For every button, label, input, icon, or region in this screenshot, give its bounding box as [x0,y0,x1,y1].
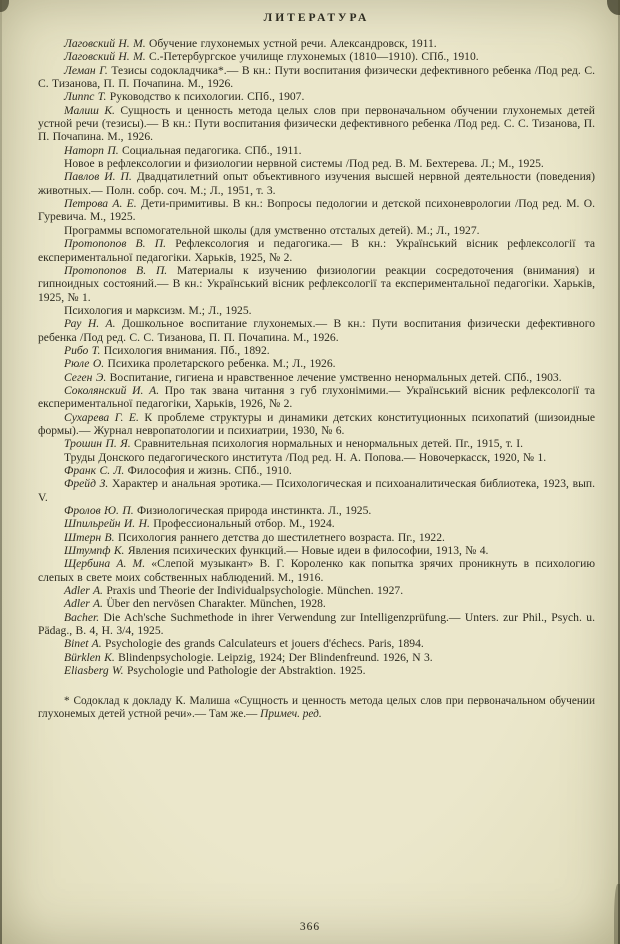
entry-author: Фрейд З. [64,477,109,491]
footnote [38,695,595,721]
entry-author: Липпс Т. [64,90,107,104]
bibliography-entry: Фролов Ю. П. Физиологическая природа инстинкта. Л., 1925. [64,504,372,518]
bibliography-entry: Bacher. Die Ach'sche Suchmethode in ihrer Verwendung zur Intelligenzprüfung.— Unters. zur Phil., Psych. u. Pädag., B. 4, H. 3/4, 1925. [38,610,595,638]
bibliography-entry: Программы вспомогательной школы (для умственно отсталых детей). М.; Л., 1927. [64,223,480,237]
footnote-note-label: Примеч. ред. [260,707,322,720]
bibliography-entry: Протопопов В. П. Материалы к изучению физиологии реакции сосредоточения (внимания) и гипноидных состояний.— В кн.: Український вісник рефлексології та експериментальної педагогіки. Харьків, 1925, № 1. [38,263,595,304]
bibliography-entry: Протопопов В. П. Рефлексология и педагогика.— В кн.: Український вісник рефлексології та експериментальної педагогіки. Харьків, 1925, № 2. [38,237,595,264]
entry-author: Петрова А. Е. [64,197,137,211]
entry-author: Binet A. [64,637,102,651]
bibliography-entry: Рюле О. Психика пролетарского ребенка. М.; Л., 1926. [64,357,336,371]
bibliography-entry: Франк С. Л. Философия и жизнь. СПб., 1910. [64,464,292,477]
bibliography-entry: Леман Г. Тезисы содокладчика*.— В кн.: Пути воспитания физически дефективного ребенка /Под ред. С. С. Тизанова, П. П. Почапина. М., 1926. [38,63,595,91]
bibliography-entry: Штумпф К. Явления психических функций.— Новые идеи в философии, 1913, № 4. [64,544,489,558]
bibliography-entry: Малиш К. Сущность и ценность метода целых слов при первоначальном обучении глухонемых детей устной речи (тезисы).— В кн.: Пути воспитания физически дефективного ребенка /Под ред. С. С. Тизанова, П. П. Почапина. М., 1926. [38,103,596,144]
bibliography-entry: Щербина А. М. «Слепой музыкант» В. Г. Короленко как попытка зрячих проникнуть в психологию слепых в свете моих собственных наблюдений. М., 1916. [38,557,595,584]
entry-author: Малиш К. [64,103,115,117]
entry-author: Рау Н. А. [64,317,116,331]
entry-author: Протопопов В. П. [64,237,166,251]
bibliography-list [38,37,595,678]
page-number: 366 [299,921,321,933]
bibliography-entry: Adler A. Über den nervösen Charakter. München, 1928. [64,597,326,611]
bibliography-entry: Соколянский И. А. Про так звана читання з губ глухонімими.— Український вісник рефлексології та експериментальної педагогіки, Харьків, 1926, № 2. [38,383,595,411]
entry-author: Щербина А. М. [64,557,146,571]
entry-author: Лаговский Н. М. [64,37,146,50]
entry-author: Соколянский И. А. [64,383,160,397]
entry-author: Adler A. [64,597,103,611]
entry-author: Шпильрейн И. Н. [64,517,150,531]
entry-author: Сухарева Г. Е. [64,410,139,424]
bibliography-entry: Новое в рефлексологии и физиологии нервной системы /Под ред. В. М. Бехтерева. Л.; М., 1925. [64,157,544,171]
bibliography-entry: Binet A. Psychologie des grands Calculateurs et jouers d'échecs. Paris, 1894. [64,637,424,651]
entry-author: Штерн В. [64,530,115,544]
entry-author: Bacher. [64,610,100,624]
entry-author: Франк С. Л. [64,464,125,477]
bibliography-entry: Трошин П. Я. Сравнительная психология нормальных и ненормальных детей. Пг., 1915, т. I. [64,437,524,451]
bibliography-entry: Лаговский Н. М. С.-Петербургское училище глухонемых (1810—1910). СПб., 1910. [64,50,479,64]
bibliography-entry: Петрова А. Е. Дети-примитивы. В кн.: Вопросы педологии и детской психоневрологии /Под ред. М. О. Гуревича. М., 1925. [38,197,596,224]
bibliography-entry: Труды Донского педагогического института /Под ред. Н. А. Попова.— Новочеркасск, 1920, № 1. [64,450,547,464]
entry-author: Леман Г. [64,63,108,77]
bibliography-entry: Сеген Э. Воспитание, гигиена и нравственное лечение умственно ненормальных детей. СПб., 1903. [64,370,562,384]
bibliography-entry: Рибо Т. Психология внимания. Пб., 1892. [64,343,270,357]
entry-author: Сеген Э. [64,370,107,384]
footnote-text: Содоклад к докладу К. Малиша «Сущность и ценность метода целых слов при первоначальном обучении глухонемых детей устной речи».— Там же.— [38,694,595,720]
bibliography-entry: Adler A. Praxis und Theorie der Individualpsychologie. München. 1927. [64,584,404,598]
entry-author: Трошин П. Я. [64,437,131,451]
entry-author: Рюле О. [64,357,105,371]
entry-author: Лаговский Н. М. [64,50,146,64]
page-header: ЛИТЕРАТУРА [263,12,370,24]
entry-author: Рибо Т. [64,343,101,357]
bibliography-entry: Bürklen K. Blindenpsychologie. Leipzig, 1924; Der Blindenfreund. 1926, N 3. [64,650,433,664]
footnote-marker: * [64,694,70,707]
entry-author: Eliasberg W. [64,664,124,678]
entry-author: Фролов Ю. П. [64,504,134,518]
entry-author: Протопопов В. П. [64,263,168,277]
bibliography-entry: Павлов И. П. Двадцатилетний опыт объективного изучения высшей нервной деятельности (поведения) животных.— Полн. собр. соч. М.; Л., 1951, т. 3. [38,170,595,197]
entry-author: Adler A. [64,584,103,598]
bibliography-entry: Наторп П. Социальная педагогика. СПб., 1911. [64,143,302,157]
bibliography-entry: Штерн В. Психология раннего детства до шестилетнего возраста. Пг., 1922. [64,530,445,544]
entry-author: Павлов И. П. [64,170,132,184]
entry-author: Наторп П. [64,143,119,157]
bibliography-entry: Рау Н. А. Дошкольное воспитание глухонемых.— В кн.: Пути воспитания физически дефективного ребенка /Под ред. С. С. Тизанова, П. П. Почапина. М., 1926. [38,317,595,344]
bibliography-entry: Шпильрейн И. Н. Профессиональный отбор. М., 1924. [64,517,335,531]
bibliography-entry: Фрейд З. Характер и анальная эротика.— Психологическая и психоаналитическая библиотека, 1923, вып. V. [38,477,595,504]
bibliography-entry: Сухарева Г. Е. К проблеме структуры и динамики детских конституционных психопатий (шизоидные формы).— Журнал невропатологии и психиатрии, 1930, № 6. [38,410,595,437]
entry-author: Bürklen K. [64,650,115,664]
bibliography-entry: Липпс Т. Руководство к психологии. СПб., 1907. [64,90,305,104]
entry-author: Штумпф К. [64,544,125,558]
bibliography-entry: Eliasberg W. Psychologie und Pathologie der Abstraktion. 1925. [64,664,366,678]
bibliography-entry: Лаговский Н. М. Обучение глухонемых устной речи. Александровск, 1911. [64,37,437,50]
bibliography-entry: Психология и марксизм. М.; Л., 1925. [64,303,252,317]
